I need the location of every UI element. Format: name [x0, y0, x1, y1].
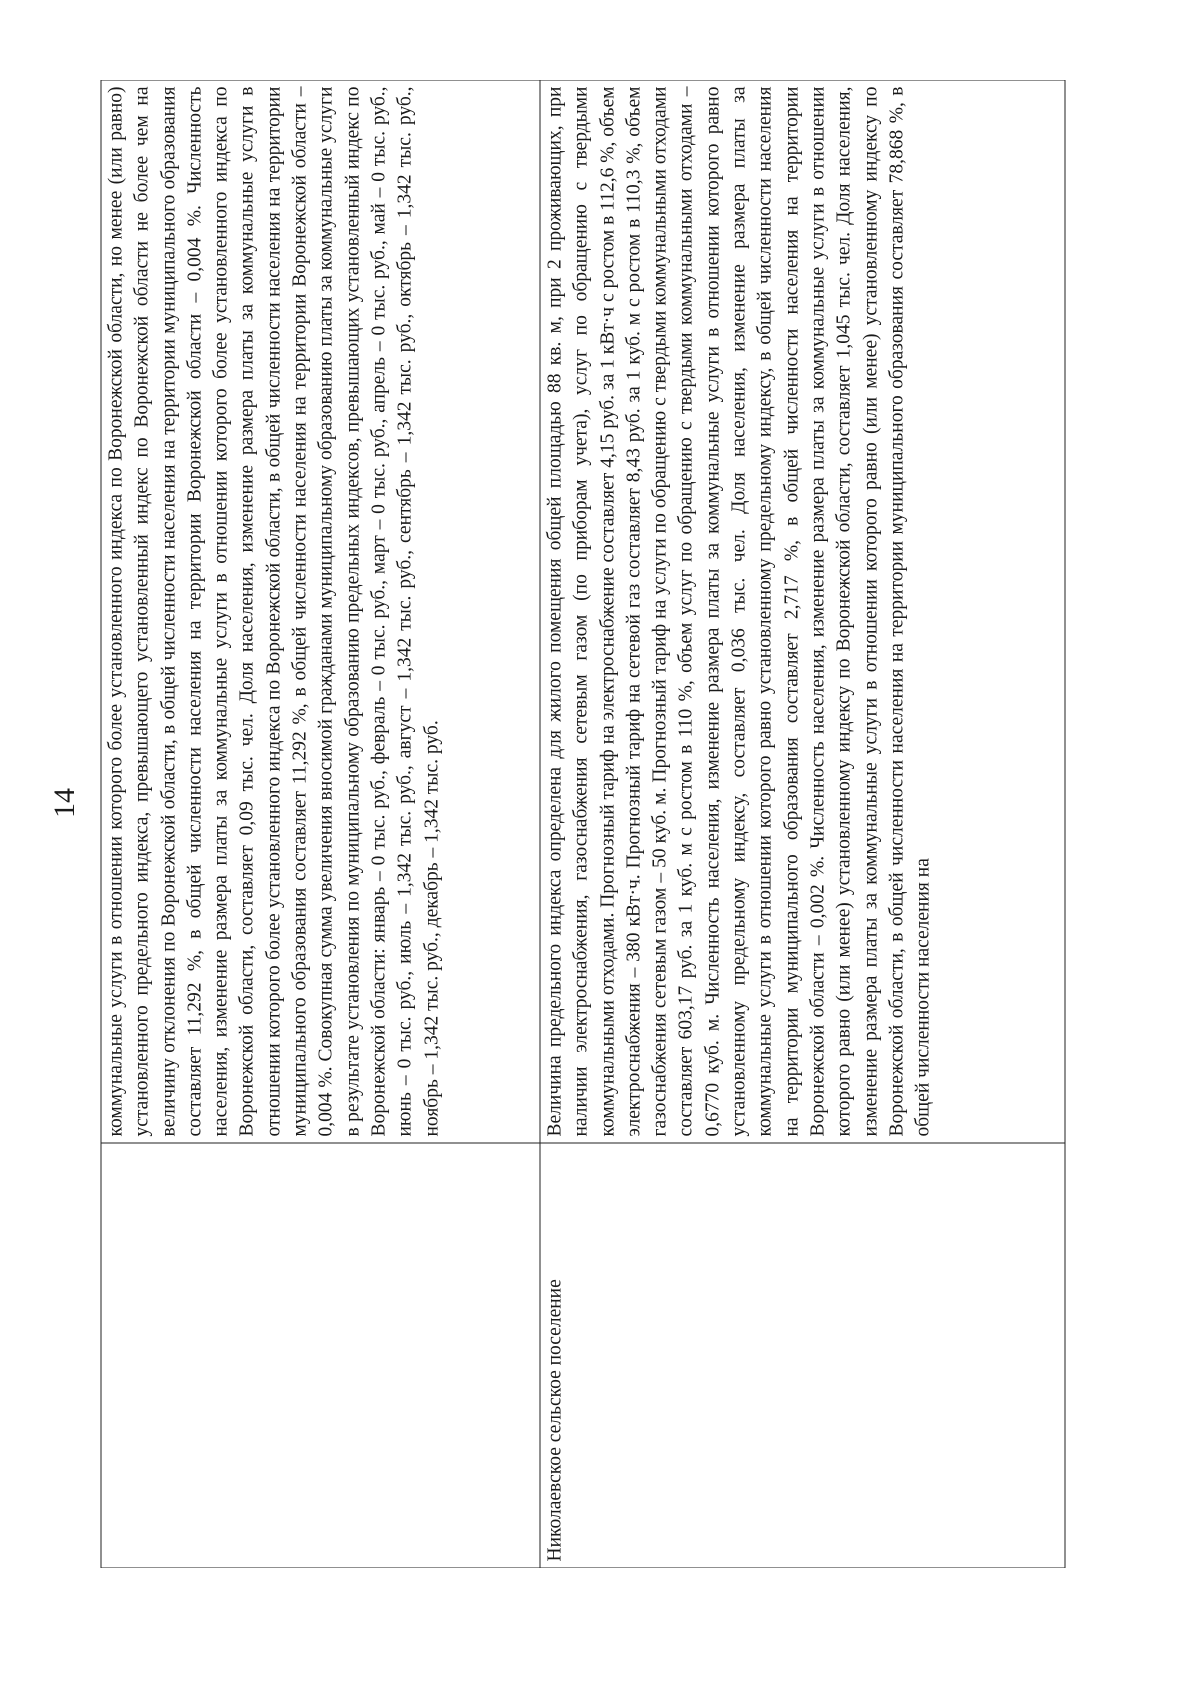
table-wrapper	[100, 80, 1067, 1568]
index-description-cell: Величина предельного индекса определена для жилого помещения общей площадью 88 кв. м, при 2 проживающих, при наличии электроснабжения, газоснабжения сетевым газом (по приборам учета), услуг по обращению с твердыми коммунальными отходами. Прогнозный тариф на электроснабжение составляет 4,15 руб. за 1 кВт·ч с ростом в 112,6 %, объем электроснабжения – 380 кВт·ч. Прогнозный тариф на сетевой газ составляет 8,43 руб. за 1 куб. м с ростом в 110,3 %, объем газоснабжения сетевым газом – 50 куб. м. Прогнозный тариф на услуги по обращению с твердыми коммунальными отходами составляет 603,17 руб. за 1 куб. м с ростом в 110 %, объем услуг по обращению с твердыми коммунальными отходами – 0,6770 куб. м. Численность населения, изменение размера платы за коммунальные услуги в отношении которого равно установленному предельному индексу, составляет 0,036 тыс. чел. Доля населения, изменение размера платы за коммунальные услуги в отношении которого равно установленному предельному индексу, в общей численности населения на территории муниципального образования составляет 2,717 %, в общей численности населения на территории Воронежской области – 0,002 %. Численность населения, изменение размера платы за коммунальные услуги в отношении которого равно (или менее) установленному индексу по Воронежской области, составляет 1,045 тыс. чел. Доля населения, изменение размера платы за коммунальные услуги в отношении которого равно (или менее) установленному индексу по Воронежской области, в общей численности населения на территории муниципального образования составляет 78,868 %, в общей численности населения на	[540, 80, 1065, 1143]
index-description-cell: коммунальные услуги в отношении которого более установленного индекса по Воронежской области, но менее (или равно) установленного предельного индекса, превышающего установленный индекс по Воронежской области не более чем на величину отклонения по Воронежской области, в общей численности населения на территории муниципального образования составляет 11,292 %, в общей численности населения на территории Воронежской области – 0,004 %. Численность населения, изменение размера платы за коммунальные услуги в отношении которого более установленного индекса по Воронежской области, составляет 0,09 тыс. чел. Доля населения, изменение размера платы за коммунальные услуги в отношении которого более установленного индекса по Воронежской области, в общей численности населения на территории муниципального образования составляет 11,292 %, в общей численности населения на территории Воронежской области – 0,004 %. Совокупная сумма увеличения вносимой гражданами муниципальному образованию платы за коммунальные услуги в результате установления по муниципальному образованию предельных индексов, превышающих установленный индекс по Воронежской области: январь – 0 тыс. руб., февраль – 0 тыс. руб., март – 0 тыс. руб., апрель – 0 тыс. руб., май – 0 тыс. руб., июнь – 0 тыс. руб., июль – 1,342 тыс. руб., август – 1,342 тыс. руб., сентябрь – 1,342 тыс. руб., октябрь – 1,342 тыс. руб., ноябрь – 1,342 тыс. руб., декабрь – 1,342 тыс. руб.	[101, 80, 540, 1143]
tariff-index-table	[100, 80, 1065, 1568]
page-number: 14	[48, 788, 81, 818]
rotated-table-container	[100, 80, 1067, 1568]
table-row	[101, 80, 540, 1568]
settlement-name-cell: Николаевское сельское поселение	[540, 1143, 1065, 1568]
table-row	[540, 80, 1065, 1568]
settlement-name-cell	[101, 1143, 540, 1568]
